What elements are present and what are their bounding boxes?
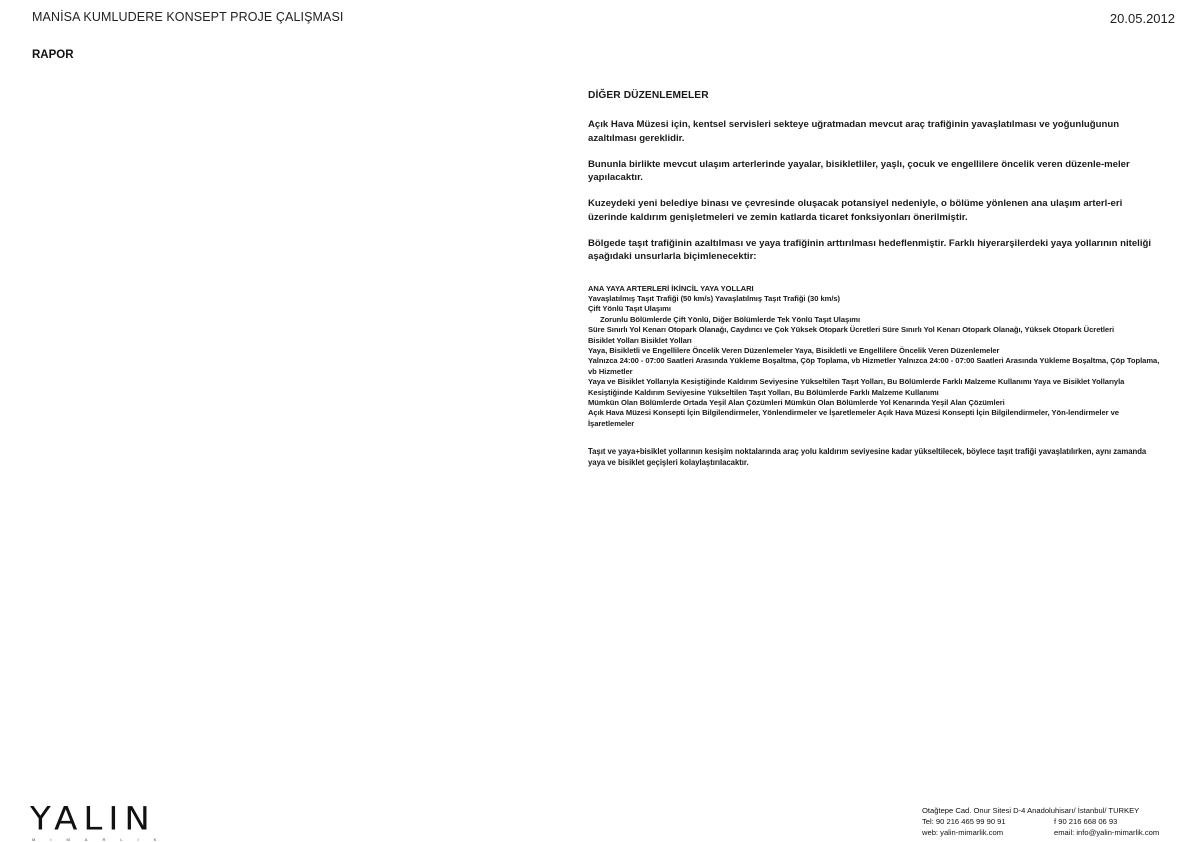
list-item: Yalnızca 24:00 - 07:00 Saatleri Arasında Yükleme Boşaltma, Çöp Toplama, vb Hizmetler Yalnızca 24:00 - 07:00 Saatleri Arasında Yükleme Boşaltma, Çöp Toplama, vb Hizmetler bbox=[588, 356, 1160, 376]
logo-subline: MIMARLIK bbox=[32, 837, 172, 842]
list-item: Yaya, Bisikletli ve Engellilere Öncelik Veren Düzenlemeler Yaya, Bisikletli ve Engellilere Öncelik Veren Düzenlemeler bbox=[588, 345, 1000, 355]
list-item: Mümkün Olan Bölümlerde Ortada Yeşil Alan Çözümleri Mümkün Olan Bölümlerde Yol Kenarında Yeşil Alan Çözümleri bbox=[588, 397, 1005, 407]
footer-email: email: info@yalin-mimarlik.com bbox=[1054, 828, 1160, 838]
main-content bbox=[588, 90, 1160, 468]
street-features-list bbox=[588, 284, 1160, 430]
list-item: Bisiklet Yolları Bisiklet Yolları bbox=[588, 335, 692, 345]
paragraph: Kuzeydeki yeni belediye binası ve çevresinde oluşacak potansiyel nedeniyle, o bölüme yönlenen ana ulaşım arterl-eri üzerinde kaldırım genişletmeleri ve zemin katlarda ticaret fonksiyonları önerilmiştir. bbox=[588, 198, 1123, 223]
report-date: 20.05.2012 bbox=[1109, 11, 1175, 26]
company-logo bbox=[30, 802, 171, 842]
logo-wordmark: YALIN bbox=[30, 800, 156, 838]
footer-web: web: yalin-mimarlik.com bbox=[922, 828, 1004, 838]
closing-paragraph: Taşıt ve yaya+bisiklet yollarının kesişim noktalarında araç yolu kaldırım seviyesine kadar yükseltilecek, böylece taşıt trafiği yavaşlatılırken, aynı zamanda yaya ve bisiklet geçişleri kolaylaştırılacaktır. bbox=[588, 447, 1147, 468]
project-title: MANİSA KUMLUDERE KONSEPT PROJE ÇALIŞMASI bbox=[32, 10, 344, 24]
paragraph: Açık Hava Müzesi için, kentsel servisleri sekteye uğratmadan mevcut araç trafiğinin yavaşlatılması ve yoğunluğunun azaltılması gereklidir. bbox=[588, 119, 1120, 144]
report-label: RAPOR bbox=[32, 49, 74, 61]
footer-fax: f 90 216 668 06 93 bbox=[1054, 817, 1118, 827]
footer-address: Otağtepe Cad. Onur Sitesi D-4 Anadoluhisarı/ İstanbul/ TURKEY bbox=[922, 806, 1140, 815]
footer-tel: Tel: 90 216 465 99 90 91 bbox=[922, 817, 1006, 827]
footer-web-row bbox=[922, 827, 1187, 838]
list-item: Çift Yönlü Taşıt Ulaşımı bbox=[588, 304, 671, 314]
list-item: Açık Hava Müzesi Konsepti İçin Bilgilendirmeler, Yönlendirmeler ve İşaretlemeler Açık Hava Müzesi Konsepti İçin Bilgilendirmeler, Yön-lendirmeler ve İşaretlemeler bbox=[588, 408, 1119, 428]
list-item: Yavaşlatılmış Taşıt Trafiği (50 km/s) Yavaşlatılmış Taşıt Trafiği (30 km/s) bbox=[588, 293, 841, 303]
paragraph: Bölgede taşıt trafiğinin azaltılması ve yaya trafiğinin arttırılması hedeflenmiştir. Farklı hiyerarşilerdeki yaya yollarının niteliği aşağıdaki unsurlarla biçimlenecektir: bbox=[588, 237, 1152, 262]
section-heading: DİĞER DÜZENLEMELER bbox=[588, 90, 709, 101]
list-item: Süre Sınırlı Yol Kenarı Otopark Olanağı, Caydırıcı ve Çok Yüksek Otopark Ücretleri Süre Sınırlı Yol Kenarı Otopark Olanağı, Yüksek Otopark Ücretleri bbox=[588, 325, 1115, 335]
paragraph: Bununla birlikte mevcut ulaşım arterlerinde yayalar, bisikletliler, yaşlı, çocuk ve engellilere öncelik veren düzenle-meler yapılacaktır. bbox=[588, 158, 1130, 183]
list-header: ANA YAYA ARTERLERİ İKİNCİL YAYA YOLLARI bbox=[588, 283, 754, 293]
contact-footer bbox=[922, 805, 1187, 839]
list-item: Yaya ve Bisiklet Yollarıyla Kesiştiğinde Kaldırım Seviyesine Yükseltilen Taşıt Yolları, Bu Bölümlerde Farklı Malzeme Kullanımı Yaya ve Bisiklet Yollarıyla Kesiştiğinde Kaldırım Seviyesine Yükseltilen Taşıt Yolları, Bu Bölümlerde Farklı Malzeme Kullanımı bbox=[588, 377, 1125, 397]
footer-phone-row bbox=[922, 816, 1187, 827]
list-item: Zorunlu Bölümlerde Çift Yönlü, Diğer Bölümlerde Tek Yönlü Taşıt Ulaşımı bbox=[600, 314, 861, 324]
